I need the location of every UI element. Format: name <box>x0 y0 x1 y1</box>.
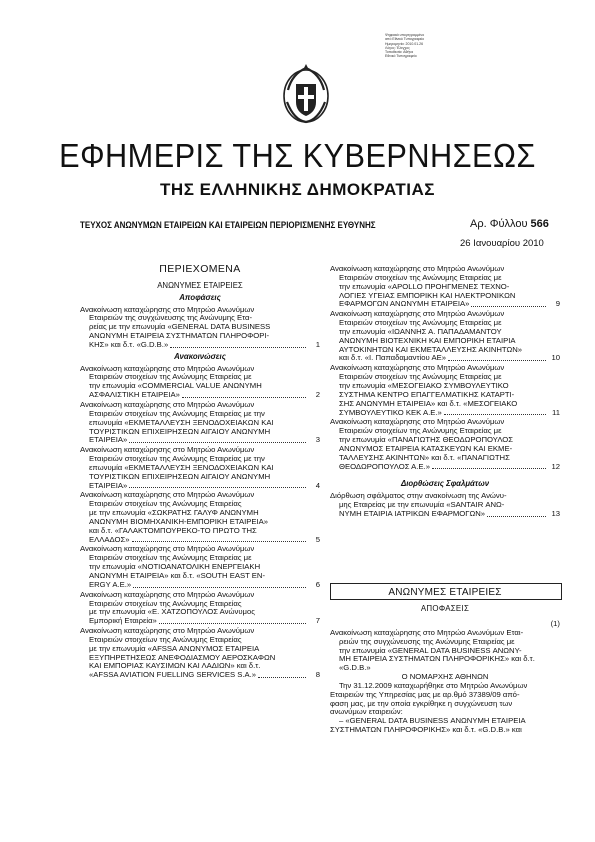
toc-entry-line: Εταιρειών στοιχείων της Ανώνυμης Εταιρείας με <box>89 553 252 563</box>
toc-page-number: 5 <box>315 534 320 544</box>
body-line: Εταιρειών της Υπηρεσίας μας με αρ.θμό 37389/09 από- <box>330 689 520 699</box>
toc-entry-last-line <box>80 482 320 491</box>
toc-entry-line: Ανακοίνωση καταχώρησης στο Μητρώο Ανωνύμων <box>330 309 505 319</box>
toc-entry-line: την επωνυμία «ΜΕΣΟΓΕΙΑΚΟ ΣΥΜΒΟΥΛΕΥΤΙΚΟ <box>339 380 509 390</box>
toc-entry-line: Ανακοίνωση καταχώρησης στο Μητρώο Ανωνύμων <box>330 363 505 373</box>
intro-line: «G.D.B.» <box>339 663 371 673</box>
toc-page-number: 9 <box>555 299 560 309</box>
toc-page-number: 8 <box>315 670 320 680</box>
toc-entry-line: ΛΟΓΙΕΣ ΥΓΕΙΑΣ ΕΜΠΟΡΙΚΗ ΚΑΙ ΗΛΕΚΤΡΟΝΙΚΩΝ <box>339 290 516 300</box>
toc-entry-last-line <box>80 671 320 680</box>
toc-entry <box>330 265 560 309</box>
toc-entry-line: και δ.τ. «ΓΑΛΑΚΤΟΜΠΟΥΡΕΚΟ-ΤΟ ΠΡΩΤΟ ΤΗΣ <box>89 525 257 535</box>
toc-entry-line: με την επωνυμία «AFSSA ΑΝΩΝΥΜΟΣ ΕΤΑΙΡΕΙΑ <box>89 643 260 653</box>
toc-page-number: 11 <box>552 407 560 417</box>
sheet-number <box>470 218 549 230</box>
toc-entry-line: Εταιρειών στοιχείων της Ανώνυμης Εταιρείας <box>89 499 242 509</box>
issue-date: 26 Ιανουαρίου 2010 <box>460 238 544 249</box>
toc-entry-line: ΑΝΩΝΥΜΗ ΒΙΟΜΗΧΑΝΙΚΗ-ΕΜΠΟΡΙΚΗ ΕΤΑΙΡΕΙΑ» <box>89 516 269 526</box>
toc-entry-line: ΤΟΥΡΙΣΤΙΚΩΝ ΕΠΙΧΕΙΡΗΣΕΩΝ ΑΙΓΑΙΟΥ ΑΝΩΝΥΜΗ <box>89 426 271 436</box>
toc-title: ΠΕΡΙΕΧΟΜΕΝΑ <box>159 263 241 275</box>
toc-entry-line: Ανακοίνωση καταχώρησης στο Μητρώο Ανωνύμων <box>80 626 255 636</box>
toc-right-column <box>330 265 560 520</box>
toc-entry <box>80 306 320 350</box>
intro-line: ΜΗ ΕΤΑΙΡΕΙΑ ΣΥΣΤΗΜΑΤΩΝ ΠΛΗΡΟΦΟΡΙΚΗΣ» και δ.τ. <box>339 654 535 664</box>
body-line: ανωνύμων εταιρειών: <box>330 707 403 717</box>
dot-leader <box>129 482 306 489</box>
toc-entry-line: Ανακοίνωση καταχώρησης στο Μητρώο Ανωνύμων <box>80 399 255 409</box>
toc-section-heading: ΑΝΩΝΥΜΕΣ ΕΤΑΙΡΕΙΕΣ <box>157 280 243 290</box>
toc-entry-text: και δ.τ. «Ι. Παπαδαμαντίου ΑΕ» <box>339 353 446 363</box>
toc-entry-line: με την επωνυμία «Ε. ΧΑΤΖΟΠΟΥΛΟΣ Ανώνυμος <box>89 607 255 617</box>
toc-entry-line: Ανακοίνωση καταχώρησης στο Μητρώο Ανωνύμων <box>80 304 255 314</box>
toc-entry-text: ΚΗΣ» και δ.τ. «G.D.B.» <box>89 339 169 349</box>
toc-entry-line: Εταιρειών στοιχείων της Ανώνυμης Εταιρείας με την <box>89 454 265 464</box>
toc-entry-last-line <box>330 300 560 309</box>
toc-entry-text: ERGY A.E.» <box>89 579 132 589</box>
toc-page-number: 2 <box>315 390 320 400</box>
toc-entry-line: Εταιρειών στοιχείων της Ανώνυμης Εταιρείας με <box>339 426 502 436</box>
decisions-heading: ΑΠΟΦΑΣΕΙΣ <box>420 604 470 613</box>
toc-page-number: 4 <box>315 480 320 490</box>
body-line: – «GENERAL DATA BUSINESS ΑΝΩΝΥΜΗ ΕΤΑΙΡΕΙΑ <box>339 716 526 726</box>
gazette-subtitle: ΤΗΣ ΕΛΛΗΝΙΚΗΣ ΔΗΜΟΚΡΑΤΙΑΣ <box>160 180 435 199</box>
toc-entry-line: Εταιρειών της συγχώνευσης της Ανώνυμης Ετα- <box>89 313 253 323</box>
greek-coat-of-arms-icon <box>282 62 330 124</box>
toc-corrections-heading: Διορθώσεις Σφαλμάτων <box>400 479 490 489</box>
decision-body <box>330 620 560 735</box>
gazette-title: ΕΦΗΜΕΡΙΣ ΤΗΣ ΚΥΒΕΡΝΗΣΕΩΣ <box>59 137 536 174</box>
toc-entry-line: ΑΝΩΝΥΜΗ ΕΤΑΙΡΕΙΑ ΣΥΣΤΗΜΑΤΩΝ ΠΛΗΡΟΦΟΡΙ- <box>89 331 270 341</box>
dot-leader <box>444 409 546 416</box>
toc-entry-line: ΕΞΥΠΗΡΕΤΗΣΕΩΣ ΑΝΕΦΟΔΙΑΣΜΟΥ ΑΕΡΟΣΚΑΦΩΝ <box>89 652 276 662</box>
toc-page-number: 13 <box>551 508 560 518</box>
toc-entry-line: Εταιρειών στοιχείων της Ανώνυμης Εταιρείας με <box>89 372 252 382</box>
toc-entry-last-line <box>80 391 320 400</box>
toc-entry-line: Εταιρειών στοιχείων της Ανώνυμης Εταιρείας με <box>339 272 502 282</box>
toc-entry-line: ΑΥΤΟΚΙΝΗΤΩΝ ΚΑΙ ΕΚΜΕΤΑΛΛΕΥΣΗΣ ΑΚΙΝΗΤΩΝ» <box>339 344 523 354</box>
body-line: ΣΥΣΤΗΜΑΤΩΝ ΠΛΗΡΟΦΟΡΙΚΗΣ» και δ.τ. «G.D.B.» και <box>330 725 522 735</box>
toc-entry-line: Εταιρειών στοιχείων της Ανώνυμης Εταιρείας <box>89 598 242 608</box>
toc-entry-last-line <box>80 617 320 626</box>
toc-entry-last-line <box>330 409 560 418</box>
toc-page-number: 7 <box>315 616 320 626</box>
toc-page-number: 12 <box>551 461 560 471</box>
dot-leader <box>129 436 306 443</box>
toc-entry-last-line <box>80 581 320 590</box>
toc-entry-last-line <box>80 536 320 545</box>
section-box-title: ΑΝΩΝΥΜΕΣ ΕΤΑΙΡΕΙΕΣ <box>388 587 502 598</box>
toc-entry-text: ΣΥΜΒΟΥΛΕΥΤΙΚΟ ΚΕΚ Α.Ε.» <box>339 407 442 417</box>
prefect-heading: Ο ΝΟΜΑΡΧΗΣ ΑΘΗΝΩΝ <box>401 672 489 682</box>
intro-line: Ανακοίνωση καταχώρησης στο Μητρώο Ανωνύμων Εται- <box>330 627 524 637</box>
toc-entry-line: ΣΥΣΤΗΜΑ ΚΕΝΤΡΟ ΕΠΑΓΓΕΛΜΑΤΙΚΗΣ ΚΑΤΑΡΤΙ- <box>339 389 515 399</box>
stamp-line: Λόγος: Έλεγχος <box>385 45 410 50</box>
toc-entry-last-line <box>330 510 560 519</box>
toc-entry-line: Εταιρειών στοιχείων της Ανώνυμης Εταιρείας με την <box>89 408 265 418</box>
stamp-line: Ψηφιακά υπογεγραμμένο <box>385 33 425 37</box>
toc-right-list <box>330 265 560 471</box>
toc-corrections-list <box>330 492 560 519</box>
toc-entry-line: Ανακοίνωση καταχώρησης στο Μητρώο Ανωνύμων <box>330 417 505 427</box>
dot-leader <box>170 341 306 348</box>
toc-entry-text: ΕΛΛΑΔΟΣ» <box>89 534 130 544</box>
toc-entry-line: ΑΝΩΝΥΜΗ ΕΤΑΙΡΕΙΑ» και δ.τ. «SOUTH EAST EN- <box>89 571 266 580</box>
toc-entry-line: Ανακοίνωση καταχώρησης στο Μητρώο Ανωνύμων <box>330 264 505 273</box>
toc-entry-last-line <box>80 436 320 445</box>
toc-entry-last-line <box>80 341 320 350</box>
stamp-line: από Εθνικό Τυπογραφείο <box>385 37 425 42</box>
toc-entry-line: Διόρθωση σφάλματος στην ανακοίνωση της Ανώνυ- <box>330 491 507 501</box>
dot-leader <box>133 581 306 588</box>
dot-leader <box>159 617 306 624</box>
toc-entry <box>330 492 560 519</box>
toc-entry-line: Ανακοίνωση καταχώρησης στο Μητρώο Ανωνύμων <box>80 445 255 455</box>
stamp-line: Εθνικό Τυπογραφείο <box>385 54 417 59</box>
toc-entry <box>330 418 560 471</box>
toc-entry-text: ΕΦΑΡΜΟΓΩΝ ΑΝΩΝΥΜΗ ΕΤΑΙΡΕΙΑ» <box>339 299 470 309</box>
item-number: (1) <box>550 619 560 628</box>
toc-entry-last-line <box>330 463 560 472</box>
issue-name: ΤΕΥΧΟΣ ΑΝΩΝΥΜΩΝ ΕΤΑΙΡΕΙΩΝ ΚΑΙ ΕΤΑΙΡΕΙΩΝ ΠΕΡΙΟΡΙΣΜΕΝΗΣ ΕΥΘΥΝΗΣ <box>80 220 376 230</box>
toc-entry-line: Ανακοίνωση καταχώρησης στο Μητρώο Ανωνύμων <box>80 490 255 500</box>
toc-decisions-list <box>80 306 320 350</box>
toc-entry-line: επωνυμία «ΕΚΜΕΤΑΛΛΕΥΣΗ ΞΕΝΟΔΟΧΕΙΑΚΩΝ ΚΑΙ <box>89 462 274 472</box>
toc-entry-line: ΑΝΩΝΥΜΗ ΒΙΟΤΕΧΝΙΚΗ ΚΑΙ ΕΜΠΟΡΙΚΗ ΕΤΑΙΡΙΑ <box>339 335 516 345</box>
toc-entry-text: «AFSSA AVIATION FUELLING SERVICES S.A.» <box>89 670 257 680</box>
toc-entry-line: επωνυμία «ΕΚΜΕΤΑΛΛΕΥΣΗ ΞΕΝΟΔΟΧΕΙΑΚΩΝ ΚΑΙ <box>89 417 274 427</box>
toc-entry-text: ΑΣΦΑΛΙΣΤΙΚΗ ΕΤΑΙΡΕΙΑ» <box>89 390 180 400</box>
toc-entry-text: ΕΤΑΙΡΕΙΑ» <box>89 480 128 490</box>
toc-entry-line: ΣΗΣ ΑΝΩΝΥΜΗ ΕΤΑΙΡΕΙΑ» και δ.τ. «ΜΕΣΟΓΕΙΑΚΟ <box>339 398 518 408</box>
toc-entry-line: Εταιρειών στοιχείων της Ανώνυμης Εταιρείας <box>89 634 242 644</box>
stamp-line: Ημερομηνία: 2010.01.26 <box>385 41 424 46</box>
toc-entry-line: Εταιρειών στοιχείων της Ανώνυμης Εταιρείας με <box>339 372 502 382</box>
toc-announcements-heading: Ανακοινώσεις <box>174 351 226 361</box>
toc-entry-line: Ανακοίνωση καταχώρησης στο Μητρώο Ανωνύμων <box>80 589 255 599</box>
toc-entry-line: την επωνυμία «APOLLO ΠΡΟΗΓΜΕΝΕΣ ΤΕΧΝΟ- <box>339 281 510 291</box>
intro-line: ρειών της συγχώνευσης της Ανώνυμης Εταιρείας με <box>339 636 515 646</box>
toc-page-number: 6 <box>315 579 320 589</box>
dot-leader <box>258 671 306 678</box>
toc-entry-line: Ανακοίνωση καταχώρησης στο Μητρώο Ανωνύμων <box>80 363 255 373</box>
toc-entry-line: ΤΟΥΡΙΣΤΙΚΩΝ ΕΠΙΧΕΙΡΗΣΕΩΝ ΑΙΓΑΙΟΥ ΑΝΩΝΥΜΗ <box>89 471 271 481</box>
digital-signature-stamp <box>385 33 455 59</box>
dot-leader <box>471 300 546 307</box>
toc-entry-last-line <box>330 354 560 363</box>
sheet-value: 566 <box>530 218 549 230</box>
toc-entry-line: ΤΑΛΛΕΥΣΗΣ ΑΚΙΝΗΤΩΝ» και δ.τ. «ΠΑΝΑΓΙΩΤΗΣ <box>339 452 510 462</box>
sheet-label: Αρ. Φύλλου <box>470 218 528 230</box>
toc-entry <box>80 491 320 544</box>
dot-leader <box>448 354 546 361</box>
body-line: φαση μας, με την οποία εγκρίθηκε η συγχώνευση των <box>330 698 513 708</box>
toc-entry <box>80 591 320 626</box>
toc-entry <box>80 545 320 589</box>
body-line: Την 31.12.2009 καταχωρήθηκε στο Μητρώο Ανωνύμων <box>339 680 528 690</box>
toc-entry <box>80 365 320 400</box>
toc-entry-text: Εμπορική Εταιρεία» <box>89 616 157 626</box>
intro-line: την επωνυμία «GENERAL DATA BUSINESS ΑΝΩΝΥ- <box>339 645 522 655</box>
toc-entry-line: Ανακοίνωση καταχώρησης στο Μητρώο Ανωνύμων <box>80 544 255 554</box>
toc-entry-line: ρείας με την επωνυμία «GENERAL DATA BUSINESS <box>89 322 271 332</box>
toc-entry <box>330 364 560 417</box>
toc-entry-line: την επωνυμία «ΙΩΑΝΝΗΣ Α. ΠΑΠΑΔΑΜΑΝΤΟΥ <box>339 326 502 336</box>
dot-leader <box>132 536 306 543</box>
toc-entry-line: Εταιρειών στοιχείων της Ανώνυμης Εταιρείας με <box>339 318 502 328</box>
toc-decisions-heading: Αποφάσεις <box>179 292 221 302</box>
toc-entry-line: ΚΑΙ ΕΜΠΟΡΙΑΣ ΚΑΥΣΙΜΩΝ ΚΑΙ ΛΑΔΙΩΝ» και δ.τ. <box>89 661 261 671</box>
toc-page-number: 1 <box>315 339 320 349</box>
dot-leader <box>182 391 306 398</box>
toc-entry-text: ΕΤΑΙΡΕΙΑ» <box>89 435 128 445</box>
dot-leader <box>487 510 546 517</box>
toc-left-column <box>80 265 320 681</box>
toc-entry-text: ΝΥΜΗ ΕΤΑΙΡΙΑ ΙΑΤΡΙΚΩΝ ΕΦΑΡΜΟΓΩΝ» <box>339 508 486 518</box>
toc-page-number: 10 <box>551 353 560 363</box>
toc-entry-line: μης Εταιρείας με την επωνυμία «SANTAIR ΑΝΩ- <box>339 500 505 510</box>
stamp-line: Τοποθεσία: Αθήνα <box>385 50 414 55</box>
toc-entry-line: την επωνυμία «COMMERCIAL VALUE ΑΝΩΝΥΜΗ <box>89 381 262 391</box>
toc-entry-line: την επωνυμία «ΝΟΤΙΟΑΝΑΤΟΛΙΚΗ ΕΝΕΡΓΕΙΑΚΗ <box>89 562 261 572</box>
toc-entry-line: με την επωνυμία «ΣΩΚΡΑΤΗΣ ΓΑΛΥΦ ΑΝΩΝΥΜΗ <box>89 508 259 518</box>
toc-entry <box>330 310 560 363</box>
toc-entry <box>80 446 320 490</box>
toc-entry-line: ΑΝΩΝΥΜΟΣ ΕΤΑΙΡΕΙΑ ΚΑΤΑΣΚΕΥΩΝ ΚΑΙ ΕΚΜΕ- <box>339 443 513 453</box>
dot-leader <box>432 463 546 470</box>
toc-entry-line: την επωνυμία «ΠΑΝΑΓΙΩΤΗΣ ΘΕΟΔΩΡΟΠΟΥΛΟΣ <box>339 435 514 445</box>
toc-entry-text: ΘΕΟΔΩΡΟΠΟΥΛΟΣ Α.Ε.» <box>339 461 430 471</box>
toc-announcements-list <box>80 365 320 681</box>
toc-page-number: 3 <box>315 435 320 445</box>
toc-entry <box>80 401 320 445</box>
toc-entry <box>80 627 320 680</box>
